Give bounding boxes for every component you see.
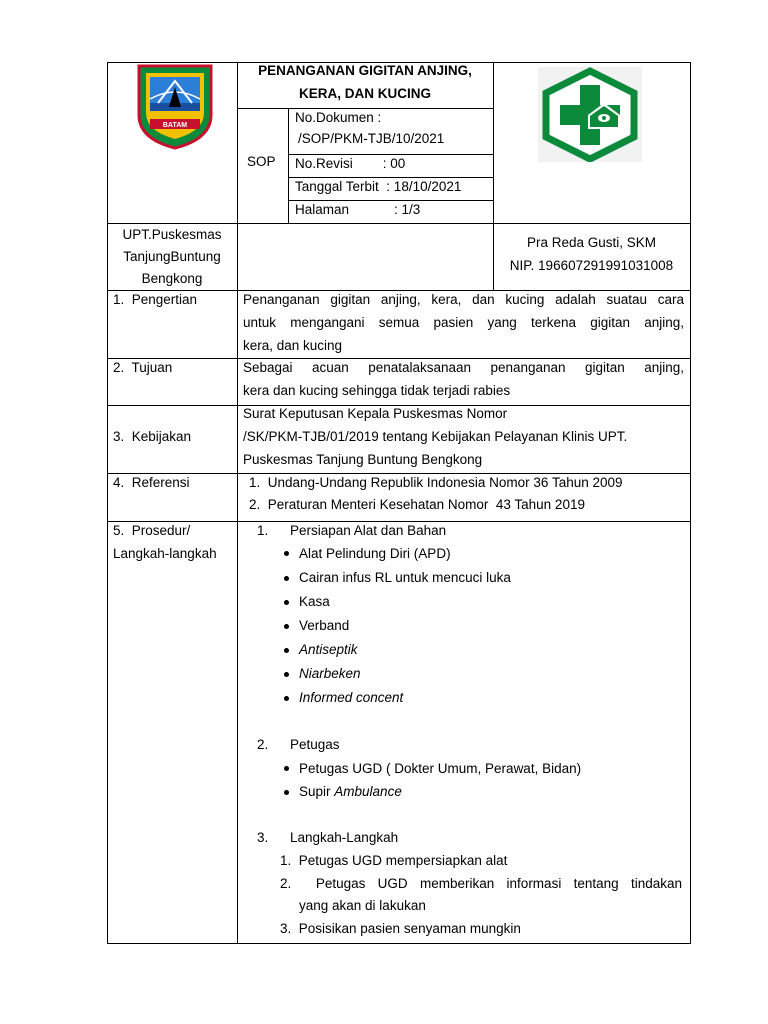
section-number: 3. — [257, 830, 269, 845]
table-divider — [237, 108, 493, 109]
bullet-icon — [284, 790, 289, 795]
list-item — [299, 784, 402, 800]
bullet-icon — [284, 766, 289, 771]
table-divider — [288, 108, 289, 223]
row-label-referensi: 4. Referensi — [113, 475, 190, 490]
halaman: Halaman : 1/3 — [295, 202, 421, 217]
tujuan-text: kera dan kucing sehingga tidak terjadi rabies — [243, 383, 511, 398]
section-number: 1. — [257, 523, 269, 538]
row-label-tujuan: 2. Tujuan — [113, 360, 173, 375]
tujuan-text: Sebagai acuan penatalaksanaan penanganan gigitan anjing, — [243, 360, 684, 375]
tanggal-terbit: Tanggal Terbit : 18/10/2021 — [295, 179, 462, 194]
table-divider — [107, 290, 691, 291]
list-item: Verband — [299, 618, 350, 633]
no-dokumen-value: /SOP/PKM-TJB/10/2021 — [298, 131, 445, 146]
list-item: Kasa — [299, 594, 330, 609]
unit-line: Bengkong — [141, 271, 203, 286]
bullet-icon — [284, 600, 289, 605]
row-label-prosedur: 5. Prosedur/ — [113, 523, 191, 538]
step-item: 2. Petugas UGD memberikan informasi tentang tindakan — [280, 876, 682, 891]
table-divider — [493, 62, 494, 290]
step-item: 3. Posisikan pasien senyaman mungkin — [280, 921, 521, 936]
batam-logo-text: BATAM — [162, 122, 188, 129]
table-divider — [288, 200, 493, 201]
table-divider — [237, 62, 238, 944]
table-divider — [288, 177, 493, 178]
bullet-icon — [284, 648, 289, 653]
table-divider — [107, 473, 691, 474]
referensi-item: 1. Undang-Undang Republik Indonesia Nomor 36 Tahun 2009 — [249, 475, 623, 490]
row-label-prosedur: Langkah-langkah — [113, 546, 217, 561]
list-item: Cairan infus RL untuk mencuci luka — [299, 570, 511, 585]
table-border-left — [107, 62, 108, 944]
list-item: Petugas UGD ( Dokter Umum, Perawat, Bidan) — [299, 761, 582, 776]
unit-line: UPT.Puskesmas — [122, 227, 222, 242]
batam-city-emblem — [136, 63, 214, 150]
row-label-kebijakan: 3. Kebijakan — [113, 429, 192, 444]
list-item-text: Supir — [299, 784, 331, 799]
section-title: Petugas — [290, 737, 340, 752]
document-title — [237, 62, 493, 101]
section-title: Langkah-Langkah — [290, 830, 399, 845]
section-title: Persiapan Alat dan Bahan — [290, 523, 447, 538]
list-item: Alat Pelindung Diri (APD) — [299, 546, 451, 561]
bullet-icon — [284, 576, 289, 581]
pengertian-text: untuk mengangani semua pasien yang terkena gigitan anjing, — [243, 315, 684, 330]
kebijakan-text: Puskesmas Tanjung Buntung Bengkong — [243, 452, 483, 467]
bullet-icon — [284, 624, 289, 629]
section-number: 2. — [257, 737, 269, 752]
bullet-icon — [284, 696, 289, 701]
pengertian-text: kera, dan kucing — [243, 338, 343, 353]
title-line: PENANGANAN GIGITAN ANJING, — [258, 63, 472, 78]
pengertian-text: Penanganan gigitan anjing, kera, dan kucing adalah suatau cara — [243, 292, 684, 307]
list-item: Niarbeken — [299, 666, 361, 681]
table-border-right — [690, 62, 691, 944]
puskesmas-logo — [538, 67, 642, 162]
list-item: Informed concent — [299, 690, 404, 705]
list-item: Antiseptik — [299, 642, 358, 657]
bullet-icon — [284, 551, 289, 556]
signer-name: Pra Reda Gusti, SKM — [526, 235, 657, 250]
step-item: 1. Petugas UGD mempersiapkan alat — [280, 853, 508, 868]
bullet-icon — [284, 672, 289, 677]
kebijakan-text: /SK/PKM-TJB/01/2019 tentang Kebijakan Pelayanan Klinis UPT. — [243, 429, 628, 444]
step-item: yang akan di lakukan — [299, 898, 426, 913]
kebijakan-text: Surat Keputusan Kepala Puskesmas Nomor — [243, 406, 508, 421]
no-revisi: No.Revisi : 00 — [295, 156, 406, 171]
table-border-bottom — [107, 943, 691, 944]
table-divider — [288, 154, 493, 155]
row-label-pengertian: 1. Pengertian — [113, 292, 198, 307]
unit-name — [107, 224, 237, 290]
table-divider — [107, 521, 691, 522]
sop-label: SOP — [247, 154, 276, 169]
title-line: KERA, DAN KUCING — [298, 86, 431, 101]
referensi-item: 2. Peraturan Menteri Kesehatan Nomor 43 Tahun 2019 — [249, 497, 585, 512]
no-dokumen-label: No.Dokumen : — [295, 110, 382, 125]
table-divider — [107, 358, 691, 359]
signer-nip: NIP. 196607291991031008 — [509, 258, 674, 273]
unit-line: TanjungBuntung — [123, 249, 221, 264]
list-item-text: Ambulance — [334, 784, 402, 799]
